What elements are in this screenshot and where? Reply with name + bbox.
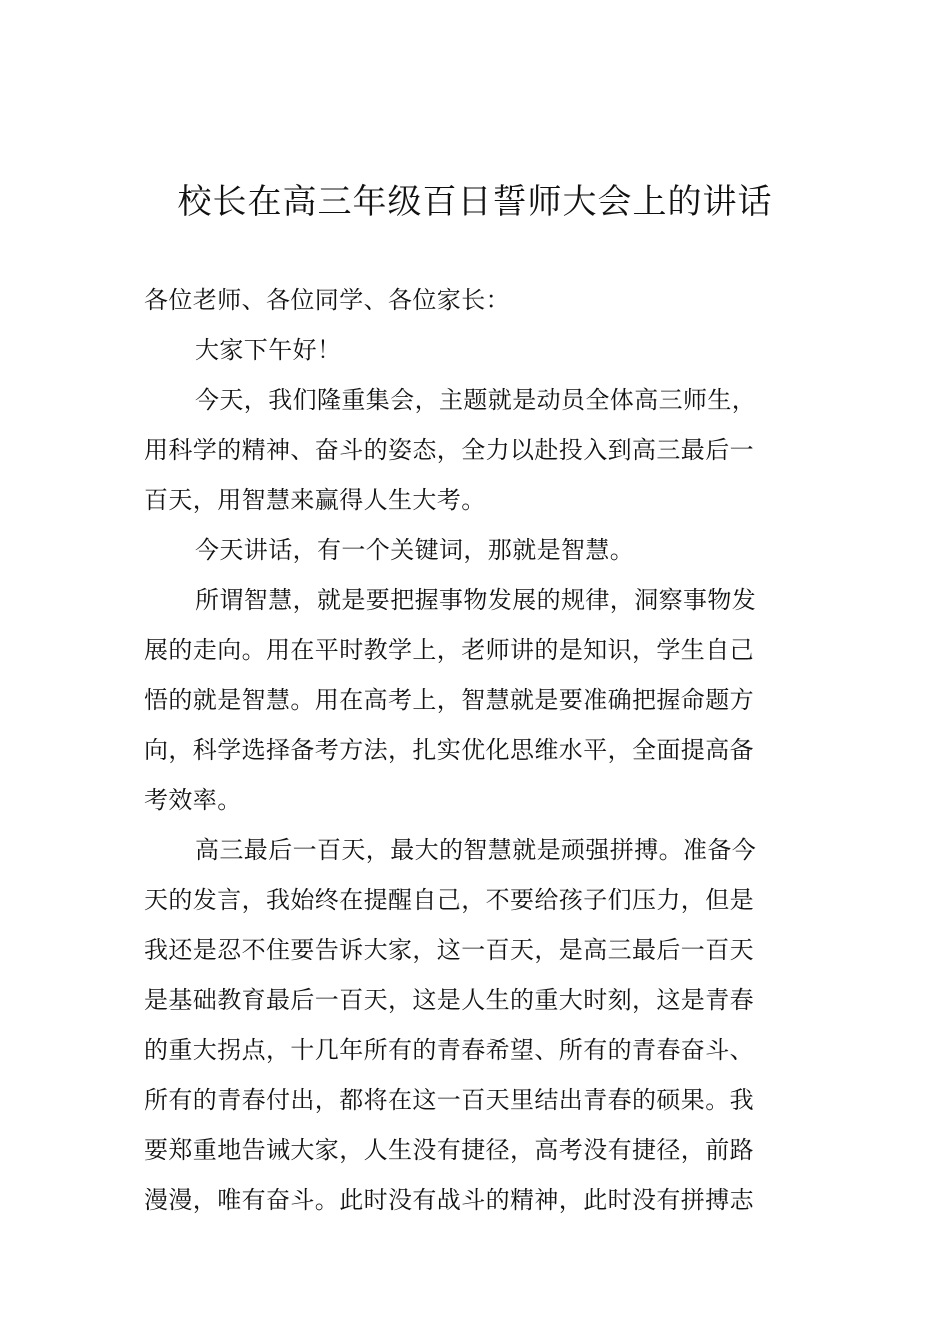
body-text-line: 百天，用智慧来赢得人生大考。 bbox=[144, 486, 486, 514]
body-text-line: 各位老师、各位同学、各位家长： bbox=[144, 286, 510, 314]
body-text-line: 今天讲话，有一个关键词，那就是智慧。 bbox=[195, 536, 635, 564]
body-text-line: 高三最后一百天，最大的智慧就是顽强拼搏。准备今 bbox=[195, 836, 757, 864]
body-text-line: 向，科学选择备考方法，扎实优化思维水平，全面提高备 bbox=[144, 736, 754, 764]
body-text-line: 的重大拐点，十几年所有的青春希望、所有的青春奋斗、 bbox=[144, 1036, 754, 1064]
body-text-line: 所有的青春付出，都将在这一百天里结出青春的硕果。我 bbox=[144, 1086, 754, 1114]
document-title: 校长在高三年级百日誓师大会上的讲话 bbox=[177, 182, 773, 222]
body-text-line: 要郑重地告诫大家，人生没有捷径，高考没有捷径，前路 bbox=[144, 1136, 754, 1164]
body-text-line: 考效率。 bbox=[144, 786, 242, 814]
body-text-line: 今天，我们隆重集会，主题就是动员全体高三师生， bbox=[195, 386, 757, 414]
body-text-line: 漫漫，唯有奋斗。此时没有战斗的精神，此时没有拼搏志 bbox=[144, 1186, 754, 1214]
body-text-line: 所谓智慧，就是要把握事物发展的规律，洞察事物发 bbox=[195, 586, 757, 614]
body-text-line: 我还是忍不住要告诉大家，这一百天，是高三最后一百天 bbox=[144, 936, 754, 964]
body-text-line: 是基础教育最后一百天，这是人生的重大时刻，这是青春 bbox=[144, 986, 754, 1014]
document-body bbox=[144, 275, 808, 1225]
body-text-line: 悟的就是智慧。用在高考上，智慧就是要准确把握命题方 bbox=[144, 686, 754, 714]
body-text-line: 天的发言，我始终在提醒自己，不要给孩子们压力，但是 bbox=[144, 886, 754, 914]
body-text-line: 大家下午好！ bbox=[195, 336, 342, 364]
body-text-line: 用科学的精神、奋斗的姿态，全力以赴投入到高三最后一 bbox=[144, 436, 754, 464]
body-text-line: 展的走向。用在平时教学上，老师讲的是知识，学生自己 bbox=[144, 636, 754, 664]
